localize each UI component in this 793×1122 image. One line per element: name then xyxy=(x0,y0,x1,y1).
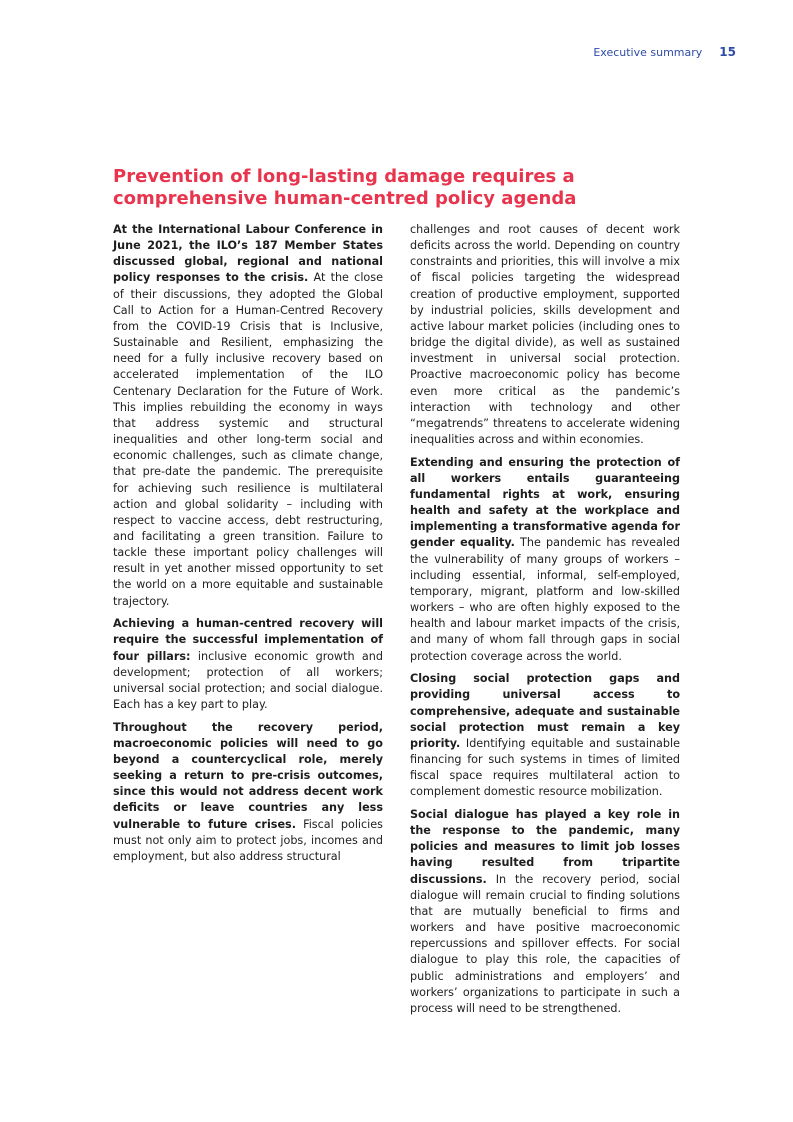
paragraph-lead: Social dialogue has played a key role in the response to the pandemic, many policies and measures to limit job losses having resulted from tripartite discussions. xyxy=(410,807,680,886)
paragraph-continued: challenges and root causes of decent work deficits across the world. Depending on country constraints and priorities, this will involve a mix of fiscal policies targeting the widespread creation of productive employment, supported by industrial policies, skills development and active labour market policies (including ones to bridge the digital divide), as well as sustained investment in universal social protection. Proactive macroeconomic policy has become even more critical as the pandemic’s interaction with technology and other “megatrends” threatens to accelerate widening inequalities across and within economies. xyxy=(410,223,680,447)
paragraph-body: In the recovery period, social dialogue will remain crucial to finding solutions that are mutually beneficial to firms and workers and have positive macroeconomic repercussions and spillover effects. For social dialogue to play this role, the capacities of public administrations and employers’ and workers’ organizations to participate in such a process will need to be strengthened. xyxy=(410,872,680,1015)
running-header xyxy=(593,45,736,59)
paragraph-lead: At the International Labour Conference in June 2021, the ILO’s 187 Member States discussed global, regional and national policy responses to the crisis. xyxy=(113,223,383,285)
paragraph-body: The pandemic has revealed the vulnerability of many groups of workers – including essential, informal, self-employed, temporary, migrant, platform and low-skilled workers – who are often highly exposed to the health and labour market impacts of the crisis, and many of whom fall through gaps in social protection coverage across the world. xyxy=(410,536,681,663)
paragraph xyxy=(113,720,383,865)
paragraph xyxy=(113,222,383,610)
paragraph xyxy=(410,807,680,1017)
page-number: 15 xyxy=(719,45,736,59)
section-title: Executive summary xyxy=(593,46,703,59)
paragraph-lead: Closing social protection gaps and providing universal access to comprehensive, adequate and sustainable social protection must remain a key priority. xyxy=(410,672,680,750)
paragraph-lead: Achieving a human-centred recovery will require the successful implementation of four pillars: xyxy=(113,617,383,663)
paragraph xyxy=(410,455,680,665)
paragraph-body: inclusive economic growth and development; protection of all workers; universal social protection; and social dialogue. Each has a key part to play. xyxy=(113,649,383,712)
paragraph xyxy=(410,671,680,800)
paragraph-body: Fiscal policies must not only aim to protect jobs, incomes and employment, but also address structural xyxy=(113,817,384,863)
paragraph-lead: Throughout the recovery period, macroeconomic policies will need to go beyond a countercyclical role, merely seeking a return to pre-crisis outcomes, since this would not address decent work deficits or leave countries any less vulnerable to future crises. xyxy=(113,720,383,831)
section-heading: Prevention of long-lasting damage requires a comprehensive human-centred policy agenda xyxy=(113,166,577,209)
paragraph-lead: Extending and ensuring the protection of all workers entails guaranteeing fundamental rights at work, ensuring health and safety at the workplace and implementing a transformative agenda for gender equality. xyxy=(410,455,680,550)
text-column-left xyxy=(113,222,383,872)
text-column-right xyxy=(410,222,680,1024)
paragraph-body: At the close of their discussions, they adopted the Global Call to Action for a Human-Centred Recovery from the COVID-19 Crisis that is Inclusive, Sustainable and Resilient, emphasizing the need for a fully inclusive recovery based on accelerated implementation of the ILO Centenary Declaration for the Future of Work. This implies rebuilding the economy in ways that address systemic and structural inequalities and other long-term social and economic challenges, such as climate change, that pre-date the pandemic. The prerequisite for achieving such resilience is multilateral action and global solidarity – including with respect to vaccine access, debt restructuring, and facilitating a green transition. Failure to tackle these important policy challenges will result in yet another missed opportunity to set the world on a more equitable and sustainable trajectory. xyxy=(113,271,383,608)
paragraph xyxy=(113,616,383,713)
paragraph-body: Identifying equitable and sustainable financing for such systems in times of limited fiscal space requires multilateral action to complement domestic resource mobilization. xyxy=(410,736,680,799)
